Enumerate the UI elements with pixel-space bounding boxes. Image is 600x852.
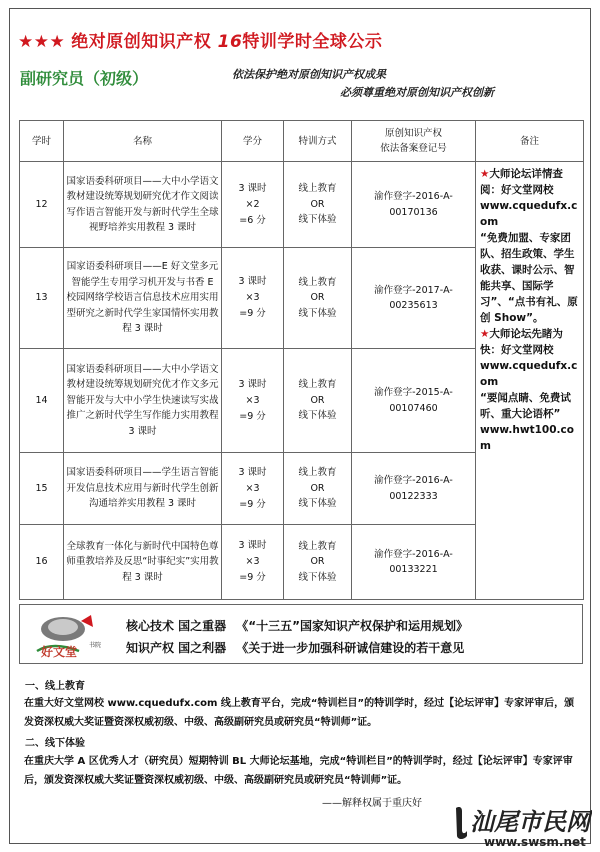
title-number: 16 bbox=[217, 32, 243, 52]
remark-line: “要闻点睛、免费试听、重大论语杯” bbox=[480, 392, 571, 420]
course-credits: 3 课时 ×3 =9 分 bbox=[222, 349, 284, 453]
column-header: 特训方式 bbox=[284, 121, 352, 162]
logo-side-text: 书院 bbox=[89, 642, 102, 649]
page-title bbox=[18, 27, 382, 52]
remark-line bbox=[480, 166, 579, 198]
course-table bbox=[19, 120, 584, 600]
row-number: 16 bbox=[20, 525, 64, 600]
title-prefix: 绝对原创知识产权 bbox=[71, 32, 212, 52]
star-icon: ★ bbox=[480, 328, 490, 340]
course-credits: 3 课时 ×3 =9 分 bbox=[222, 248, 284, 349]
tech-key: 知识产权 国之利器 bbox=[126, 641, 227, 655]
remarks-cell bbox=[476, 162, 584, 600]
tech-key: 核心技术 国之重器 bbox=[126, 619, 227, 633]
tech-line-2 bbox=[126, 639, 464, 656]
tech-line-1 bbox=[126, 617, 468, 634]
watermark-text: 汕尾市民网 bbox=[470, 807, 590, 836]
registration-number: 渝作登字-2016-A- 00122333 bbox=[352, 453, 476, 525]
table-header-row bbox=[20, 121, 584, 162]
course-name: 国家语委科研项目——大中小学语文教材建设统筹规划研究优才作文多元智能开发与大中小学生快速读写实战推广之新时代学生写作能力实用教程 3 课时 bbox=[64, 349, 222, 453]
core-tech-banner bbox=[19, 604, 583, 664]
course-name: 国家语委科研项目——E 好文堂多元智能学生专用学习机开发与书香 E 校园网络学校语言信息技术应用实用型研究之新时代学生家国情怀实用教程 3 课时 bbox=[64, 248, 222, 349]
page-subtitle: 副研究员（初级） bbox=[20, 69, 149, 88]
registration-number: 渝作登字-2017-A- 00235613 bbox=[352, 248, 476, 349]
registration-number: 渝作登字-2016-A- 00133221 bbox=[352, 525, 476, 600]
star-icon: ★ bbox=[480, 168, 490, 180]
column-header: 备注 bbox=[476, 121, 584, 162]
course-name: 国家语委科研项目——学生语言智能开发信息技术应用与新时代学生创新沟通培养实用教程 3 课时 bbox=[64, 453, 222, 525]
course-name: 全球教育一体化与新时代中国特色尊师重教培养及反思“时事纪实”实用教程 3 课时 bbox=[64, 525, 222, 600]
training-method: 线上教育 OR 线下体验 bbox=[284, 349, 352, 453]
row-number: 12 bbox=[20, 162, 64, 248]
haowentang-logo bbox=[33, 611, 115, 659]
column-header: 原创知识产权 依法备案登记号 bbox=[352, 121, 476, 162]
tech-plan: 《“十三五”国家知识产权保护和运用规划》 bbox=[236, 619, 468, 633]
site-watermark bbox=[452, 800, 592, 848]
logo-text: 好文堂 bbox=[41, 645, 78, 659]
training-method: 线上教育 OR 线下体验 bbox=[284, 248, 352, 349]
offline-body: 在重庆大学 A 区优秀人才（研究员）短期特训 BL 大师论坛基地，完成“特训栏目”的特训学时，经过【论坛评审】专家评审后，颁发资深权威大奖证暨资深权威初级、中级、高级副研究员或研究员“特训师”证。 bbox=[24, 756, 573, 786]
watermark-url: www.swsm.net bbox=[484, 835, 586, 848]
column-header: 学时 bbox=[20, 121, 64, 162]
signature-line: ——解释权属于重庆好 bbox=[322, 798, 422, 809]
column-header: 学分 bbox=[222, 121, 284, 162]
online-body: 在重大好文堂网校 www.cquedufx.com 线上教育平台，完成“特训栏目”的特训学时，经过【论坛评审】专家评审后，颁发资深权威大奖证暨资深权威初级、中级、高级副研究员或研究员“特训师”证。 bbox=[24, 698, 575, 728]
training-method: 线上教育 OR 线下体验 bbox=[284, 162, 352, 248]
table-row bbox=[20, 162, 584, 248]
remark-link[interactable]: www.cquedufx.com bbox=[480, 360, 578, 388]
remark-link[interactable]: www.cquedufx.com bbox=[480, 200, 578, 228]
registration-number: 渝作登字-2016-A- 00170136 bbox=[352, 162, 476, 248]
remark-text: 大师论坛先睹为快：好文堂网校 bbox=[480, 328, 563, 356]
column-header: 名称 bbox=[64, 121, 222, 162]
slogan-line-1: 依法保护绝对原创知识产权成果 bbox=[232, 68, 386, 81]
offline-heading: 二、线下体验 bbox=[25, 738, 85, 749]
remark-link[interactable]: www.hwt100.com bbox=[480, 424, 574, 452]
course-credits: 3 课时 ×3 =9 分 bbox=[222, 525, 284, 600]
training-method: 线上教育 OR 线下体验 bbox=[284, 525, 352, 600]
title-suffix: 特训学时全球公示 bbox=[242, 32, 383, 52]
row-number: 14 bbox=[20, 349, 64, 453]
remark-text: 大师论坛详情查阅：好文堂网校 bbox=[480, 168, 563, 196]
row-number: 15 bbox=[20, 453, 64, 525]
course-name: 国家语委科研项目——大中小学语文教材建设统筹规划研究优才作文阅读写作语言智能开发与新时代学生全球视野培养实用教程 3 课时 bbox=[64, 162, 222, 248]
remark-line bbox=[480, 326, 579, 358]
tech-plan: 《关于进一步加强科研诚信建设的若干意见 bbox=[236, 641, 465, 655]
slogan-line-2: 必须尊重绝对原创知识产权创新 bbox=[340, 86, 494, 99]
remark-line: “免费加盟、专家团队、招生政策、学生收获、课时公示、智能共享、国际学习”、“点书有礼、原创 Show”。 bbox=[480, 232, 578, 324]
online-heading: 一、线上教育 bbox=[25, 681, 85, 692]
course-credits: 3 课时 ×2 =6 分 bbox=[222, 162, 284, 248]
row-number: 13 bbox=[20, 248, 64, 349]
course-credits: 3 课时 ×3 =9 分 bbox=[222, 453, 284, 525]
title-stars: ★★★ bbox=[18, 32, 66, 52]
training-method: 线上教育 OR 线下体验 bbox=[284, 453, 352, 525]
registration-number: 渝作登字-2015-A- 00107460 bbox=[352, 349, 476, 453]
